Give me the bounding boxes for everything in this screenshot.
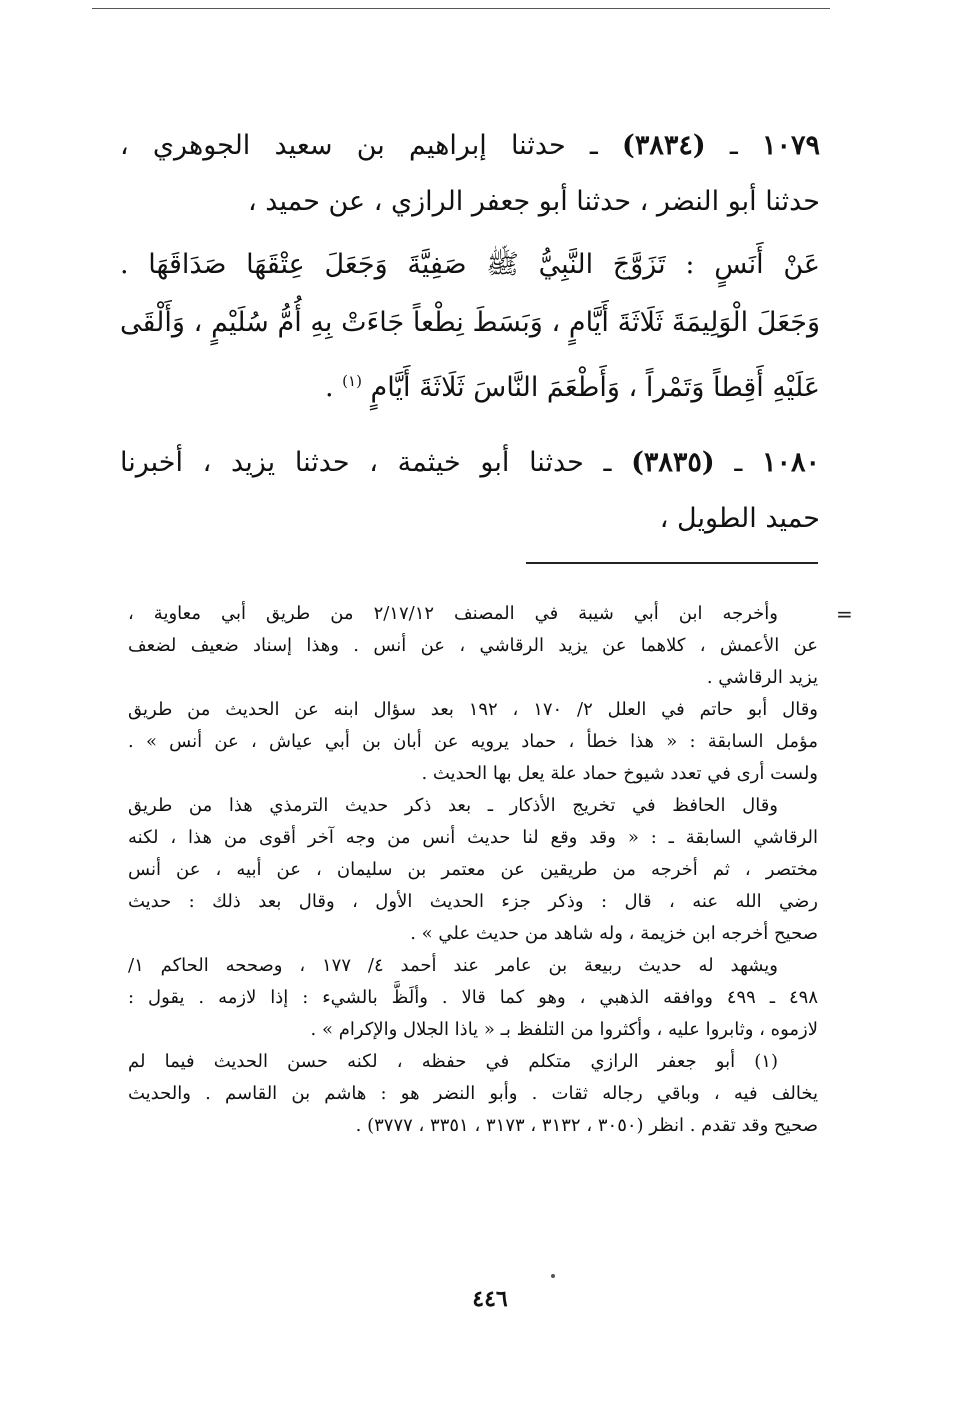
footnote-line: (١) أبو جعفر الرازي متكلم في حفظه ، لكنه حسن الحديث فيما لم (128, 1051, 778, 1072)
entry-dash: ـ (565, 130, 598, 161)
footnote-line: وقال الحافظ في تخريج الأذكار ـ بعد ذكر حديث الترمذي هذا من طريق (128, 795, 778, 816)
footnote-line: مختصر ، ثم أخرجه من طريقين عن معتمر بن سليمان ، عن أبيه ، عن أنس (128, 859, 818, 880)
hadith-end-mark: . (324, 372, 334, 403)
hadith-line: وَجَعَلَ الْوَلِيمَةَ ثَلَاثَةَ أَيَّامٍ ، وَبَسَطَ نِطْعاً جَاءَتْ بِهِ أُمُّ سُلَيْمٍ ، وَأَلْقَى (120, 307, 820, 338)
entry-dash: ـ (705, 130, 738, 161)
isnad-line: حدثنا إبراهيم بن سعيد الجوهري ، (120, 130, 566, 161)
footnote-line: رضي الله عنه ، قال : وذكر جزء الحديث الأول ، وقال بعد ذلك : حديث (128, 891, 818, 912)
footnote-line: ويشهد له حديث ربيعة بن عامر عند أحمد ٤/ ١٧٧ ، وصححه الحاكم ١/ (128, 955, 778, 976)
isnad-line-continued: حدثنا أبو النضر ، حدثنا أبو جعفر الرازي ، عن حميد ، (247, 186, 820, 217)
top-rule (92, 8, 830, 9)
footnote-line: وأخرجه ابن أبي شيبة في المصنف ٢/١٧/١٢ من طريق أبي معاوية ، (128, 603, 778, 624)
footnote-line: وقال أبو حاتم في العلل ٢/ ١٧٠ ، ١٩٢ بعد سؤال ابنه عن الحديث من طريق (128, 699, 818, 720)
hadith-line-last (120, 352, 820, 417)
footnote-line: الرقاشي السابقة ـ : « وقد وقع لنا حديث أنس من وجه آخر أقوى من هذا ، لكنه (128, 827, 818, 848)
footnotes (128, 598, 818, 1142)
hadith-matn (120, 236, 820, 417)
footnote-line: صحيح أخرجه ابن خزيمة ، وله شاهد من حديث علي » . (410, 923, 818, 944)
footnote-line: عن الأعمش ، كلاهما عن يزيد الرقاشي ، عن أنس . وهذا إسناد ضعيف لضعف (128, 635, 818, 656)
isnad-line: حدثنا أبو خيثمة ، حدثنا يزيد ، أخبرنا (120, 447, 584, 478)
footnote-line: يخالف فيه ، وباقي رجاله ثقات . وأبو النضر هو : هاشم بن القاسم . والحديث (128, 1083, 818, 1104)
hadith-line-text: عَلَيْهِ أَقِطاً وَتَمْراً ، وَأَطْعَمَ النَّاسَ ثَلَاثَةَ أَيَّامٍ (370, 372, 820, 403)
footnote-line: صحيح وقد تقدم . انظر (٣٠٥٠ ، ٣١٣٢ ، ٣١٧٣ ، ٣٣٥١ ، ٣٧٧٧) . (355, 1115, 818, 1136)
entry-number: ١٠٧٩ (761, 130, 820, 161)
entry-dash: ـ (714, 447, 743, 478)
footnote-separator (526, 562, 818, 564)
page-number: ٤٤٦ (472, 1286, 508, 1312)
entry-number: ١٠٨٠ (761, 447, 820, 478)
footnote-line: مؤمل السابقة : « هذا خطأ ، حماد يرويه عن أبان بن أبي عياش ، عن أنس » . (128, 731, 818, 752)
entry-dash: ـ (583, 447, 612, 478)
entry-1080-heading (120, 435, 820, 491)
continuation-mark: = (836, 602, 853, 626)
footnote-line: لازموه ، وثابروا عليه ، وأكثروا من التلفظ بـ « ياذا الجلال والإكرام » . (310, 1019, 818, 1040)
footnote-line: ولست أرى في تعدد شيوخ حماد علة يعل بها الحديث . (421, 763, 818, 784)
footnote-line: يزيد الرقاشي . (706, 667, 818, 688)
entry-ref: (٣٨٣٥) (631, 447, 715, 478)
isnad-line-continued: حميد الطويل ، (659, 503, 820, 534)
main-text (120, 118, 820, 547)
entry-ref: (٣٨٣٤) (622, 130, 706, 161)
footnote-line: ٤٩٨ ـ ٤٩٩ ووافقه الذهبي ، وهو كما قالا . وألَظَّ بالشيء : إذا لازمه . يقول : (128, 987, 819, 1008)
entry-1079-heading (120, 118, 820, 174)
scan-speck (551, 1274, 555, 1278)
hadith-line: عَنْ أَنَسٍ : تَزَوَّجَ النَّبِيُّ ﷺ صَفِيَّةَ وَجَعَلَ عِتْقَهَا صَدَاقَهَا . (120, 249, 820, 280)
footnote-reference: (١) (342, 372, 362, 390)
